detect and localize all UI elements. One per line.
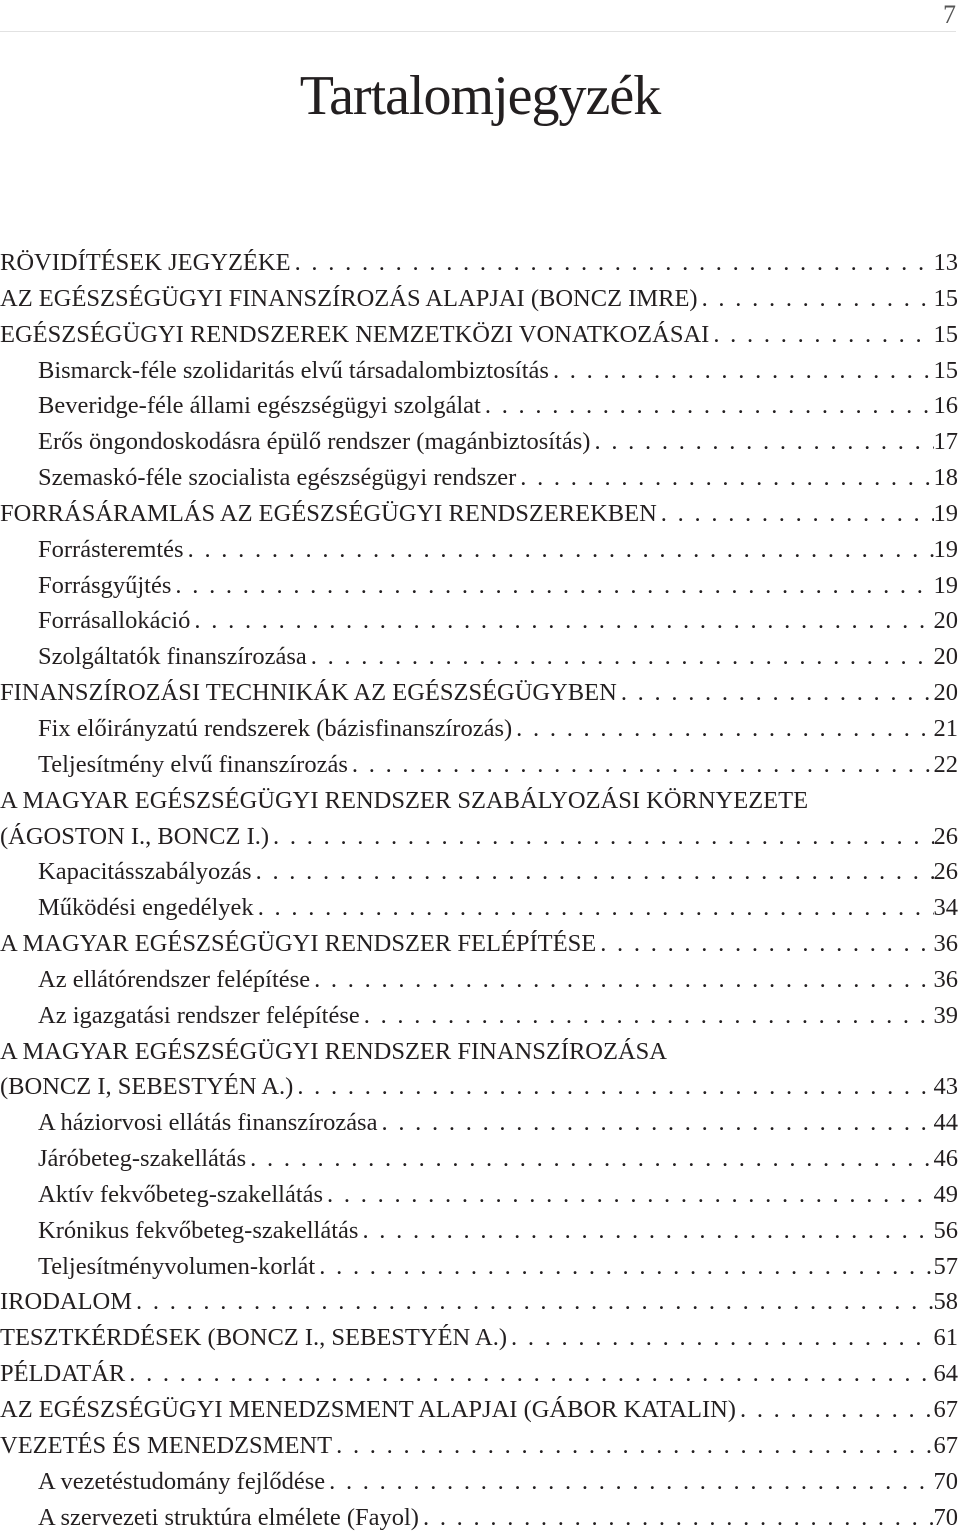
- toc-entry[interactable]: [0, 1141, 958, 1177]
- dot-leader: [293, 1069, 933, 1105]
- toc-entry[interactable]: [0, 603, 958, 639]
- toc-entry-title: Szolgáltatók finanszírozása: [38, 643, 307, 671]
- toc-entry[interactable]: [0, 317, 958, 353]
- dot-leader: [254, 890, 934, 926]
- header-rule: [0, 31, 956, 32]
- toc-entry[interactable]: [0, 1213, 958, 1249]
- dot-leader: [315, 1249, 933, 1285]
- toc-entry[interactable]: [0, 1428, 958, 1464]
- toc-entry[interactable]: [0, 388, 958, 424]
- dot-leader: [549, 353, 934, 389]
- dot-leader: [332, 1428, 933, 1464]
- toc-entry-page: 20: [933, 679, 958, 707]
- toc-entry-page: 21: [933, 714, 958, 742]
- dot-leader: [307, 639, 934, 675]
- toc-entry[interactable]: [0, 424, 958, 460]
- toc-entry-title: Beveridge-féle állami egészségügyi szolgálat: [38, 392, 481, 420]
- toc-entry-title: Krónikus fekvőbeteg-szakellátás: [38, 1216, 359, 1244]
- toc-entry-title: Az ellátórendszer felépítése: [38, 965, 311, 993]
- page-title: Tartalomjegyzék: [299, 65, 661, 127]
- toc-entry-title: AZ EGÉSZSÉGÜGYI MENEDZSMENT ALAPJAI (GÁBOR KATALIN): [0, 1396, 736, 1423]
- toc-entry-title: A vezetéstudomány fejlődése: [38, 1467, 326, 1495]
- toc-entry-title: Kapacitásszabályozás: [38, 858, 252, 886]
- dot-leader: [132, 1284, 933, 1320]
- dot-leader: [516, 460, 933, 496]
- dot-leader: [291, 245, 934, 281]
- toc-entry[interactable]: [0, 1464, 958, 1500]
- toc-entry-line[interactable]: [0, 783, 958, 819]
- dot-leader: [358, 1213, 933, 1249]
- toc-entry-page: 22: [933, 750, 958, 778]
- toc-entry[interactable]: [0, 496, 958, 532]
- toc-entry-title: Forrásallokáció: [38, 607, 191, 635]
- toc-entry-page: 67: [933, 1431, 958, 1459]
- toc-entry-title: EGÉSZSÉGÜGYI RENDSZEREK NEMZETKÖZI VONATKOZÁSAI: [0, 320, 710, 348]
- toc-entry-line[interactable]: [0, 1034, 958, 1070]
- dot-leader: [507, 1320, 934, 1356]
- toc-entry-title: Szemaskó-féle szocialista egészségügyi rendszer: [38, 464, 517, 492]
- toc-entry[interactable]: [0, 281, 958, 317]
- toc-entry[interactable]: [0, 711, 958, 747]
- dot-leader: [171, 568, 933, 604]
- toc-entry[interactable]: [0, 568, 958, 604]
- toc-entry-title: Aktív fekvőbeteg-szakellátás: [38, 1180, 324, 1208]
- dot-leader: [590, 424, 933, 460]
- table-of-contents: [0, 245, 958, 1535]
- toc-entry-title: Forrásgyűjtés: [38, 571, 172, 599]
- toc-entry-page: 36: [933, 965, 958, 993]
- toc-entry-page: 19: [933, 535, 958, 563]
- toc-entry-page: 18: [933, 464, 958, 492]
- dot-leader: [617, 675, 934, 711]
- toc-entry-title: FORRÁSÁRAMLÁS AZ EGÉSZSÉGÜGYI RENDSZEREKBEN: [0, 499, 657, 527]
- toc-entry-title: (ÁGOSTON I., BONCZ I.): [0, 822, 270, 850]
- toc-entry-title: Működési engedélyek: [38, 894, 254, 922]
- toc-entry[interactable]: [0, 1356, 958, 1392]
- dot-leader: [310, 962, 933, 998]
- toc-entry-title: FINANSZÍROZÁSI TECHNIKÁK AZ EGÉSZSÉGÜGYBEN: [0, 679, 617, 707]
- dot-leader: [184, 532, 934, 568]
- dot-leader: [481, 388, 934, 424]
- toc-entry[interactable]: [0, 1069, 958, 1105]
- toc-entry[interactable]: [0, 819, 958, 855]
- toc-entry[interactable]: [0, 998, 958, 1034]
- toc-entry[interactable]: [0, 675, 958, 711]
- toc-entry-title: Teljesítmény elvű finanszírozás: [38, 750, 348, 778]
- toc-entry-title: AZ EGÉSZSÉGÜGYI FINANSZÍROZÁS ALAPJAI (BONCZ IMRE): [0, 284, 698, 312]
- toc-entry-title: Forrásteremtés: [38, 535, 184, 563]
- toc-entry[interactable]: [0, 747, 958, 783]
- toc-entry-title: IRODALOM: [0, 1288, 133, 1316]
- toc-entry-page: 36: [933, 930, 958, 958]
- dot-leader: [246, 1141, 933, 1177]
- toc-entry-page: 19: [933, 571, 958, 599]
- toc-entry-title: A MAGYAR EGÉSZSÉGÜGYI RENDSZER FELÉPÍTÉSE: [0, 930, 597, 958]
- toc-entry-page: 20: [933, 607, 958, 635]
- toc-entry[interactable]: [0, 1177, 958, 1213]
- toc-entry-title: A MAGYAR EGÉSZSÉGÜGYI RENDSZER SZABÁLYOZÁSI KÖRNYEZETE: [0, 786, 809, 814]
- toc-entry[interactable]: [0, 532, 958, 568]
- toc-entry-title: A MAGYAR EGÉSZSÉGÜGYI RENDSZER FINANSZÍROZÁSA: [0, 1037, 667, 1065]
- toc-entry[interactable]: [0, 890, 958, 926]
- toc-entry-title: RÖVIDÍTÉSEK JEGYZÉKE: [0, 249, 291, 276]
- toc-entry-page: 34: [933, 894, 958, 922]
- toc-entry[interactable]: [0, 1392, 958, 1428]
- toc-entry-title: Bismarck-féle szolidaritás elvű társadalombiztosítás: [38, 356, 549, 384]
- toc-entry-page: 61: [933, 1324, 958, 1352]
- toc-entry-title: A szervezeti struktúra elmélete (Fayol): [38, 1503, 419, 1531]
- toc-entry-page: 44: [933, 1109, 958, 1137]
- toc-entry-page: 15: [933, 320, 958, 348]
- toc-entry-page: 39: [933, 1001, 958, 1029]
- dot-leader: [269, 819, 933, 855]
- toc-entry-page: 58: [933, 1288, 958, 1316]
- page-number: 7: [943, 0, 956, 29]
- toc-entry-page: 16: [933, 392, 958, 420]
- toc-entry-page: 57: [933, 1252, 958, 1280]
- toc-entry[interactable]: [0, 1500, 958, 1536]
- toc-entry-page: 64: [933, 1360, 958, 1388]
- toc-entry-title: VEZETÉS ÉS MENEDZSMENT: [0, 1431, 333, 1459]
- toc-entry-title: A háziorvosi ellátás finanszírozása: [38, 1109, 378, 1137]
- dot-leader: [377, 1105, 933, 1141]
- toc-entry-page: 15: [933, 356, 958, 384]
- toc-entry[interactable]: [0, 926, 958, 962]
- toc-entry[interactable]: [0, 1105, 958, 1141]
- toc-entry[interactable]: [0, 854, 958, 890]
- dot-leader: [736, 1392, 934, 1428]
- dot-leader: [596, 926, 933, 962]
- toc-entry-page: 49: [933, 1180, 958, 1208]
- dot-leader: [709, 317, 933, 353]
- dot-leader: [125, 1356, 933, 1392]
- toc-entry[interactable]: [0, 353, 958, 389]
- toc-entry-page: 26: [933, 858, 958, 886]
- toc-entry-page: 13: [933, 249, 958, 276]
- toc-entry-page: 20: [933, 643, 958, 671]
- dot-leader: [325, 1464, 933, 1500]
- toc-entry-title: Az igazgatási rendszer felépítése: [38, 1001, 360, 1029]
- toc-entry[interactable]: [0, 639, 958, 675]
- toc-entry[interactable]: [0, 1284, 958, 1320]
- toc-entry-title: Fix előirányzatú rendszerek (bázisfinanszírozás): [38, 714, 513, 742]
- dot-leader: [512, 711, 933, 747]
- toc-entry-page: 46: [933, 1145, 958, 1173]
- toc-entry[interactable]: [0, 245, 958, 281]
- toc-entry-page: 15: [933, 284, 958, 312]
- toc-entry-title: TESZTKÉRDÉSEK (BONCZ I., SEBESTYÉN A.): [0, 1324, 507, 1352]
- toc-entry-page: 56: [933, 1216, 958, 1244]
- toc-entry-page: 17: [933, 428, 958, 456]
- toc-entry-page: 19: [933, 499, 958, 527]
- toc-entry[interactable]: [0, 1320, 958, 1356]
- toc-entry-page: 43: [933, 1073, 958, 1101]
- toc-entry-title: (BONCZ I, SEBESTYÉN A.): [0, 1073, 294, 1101]
- toc-entry[interactable]: [0, 1249, 958, 1285]
- toc-entry[interactable]: [0, 460, 958, 496]
- dot-leader: [419, 1500, 934, 1536]
- toc-entry-title: Teljesítményvolumen-korlát: [38, 1252, 316, 1280]
- toc-entry-title: Járóbeteg-szakellátás: [38, 1145, 247, 1173]
- toc-entry-page: 26: [933, 822, 958, 850]
- dot-leader: [323, 1177, 933, 1213]
- dot-leader: [348, 747, 934, 783]
- dot-leader: [190, 603, 933, 639]
- toc-entry[interactable]: [0, 962, 958, 998]
- dot-leader: [360, 998, 934, 1034]
- toc-entry-page: 67: [933, 1396, 958, 1423]
- dot-leader: [698, 281, 934, 317]
- dot-leader: [252, 854, 934, 890]
- toc-entry-title: Erős öngondoskodásra épülő rendszer (magánbiztosítás): [38, 428, 591, 456]
- toc-entry-page: 70: [933, 1467, 958, 1495]
- toc-entry-page: 70: [933, 1503, 958, 1531]
- toc-entry-title: PÉLDATÁR: [0, 1360, 126, 1388]
- dot-leader: [657, 496, 934, 532]
